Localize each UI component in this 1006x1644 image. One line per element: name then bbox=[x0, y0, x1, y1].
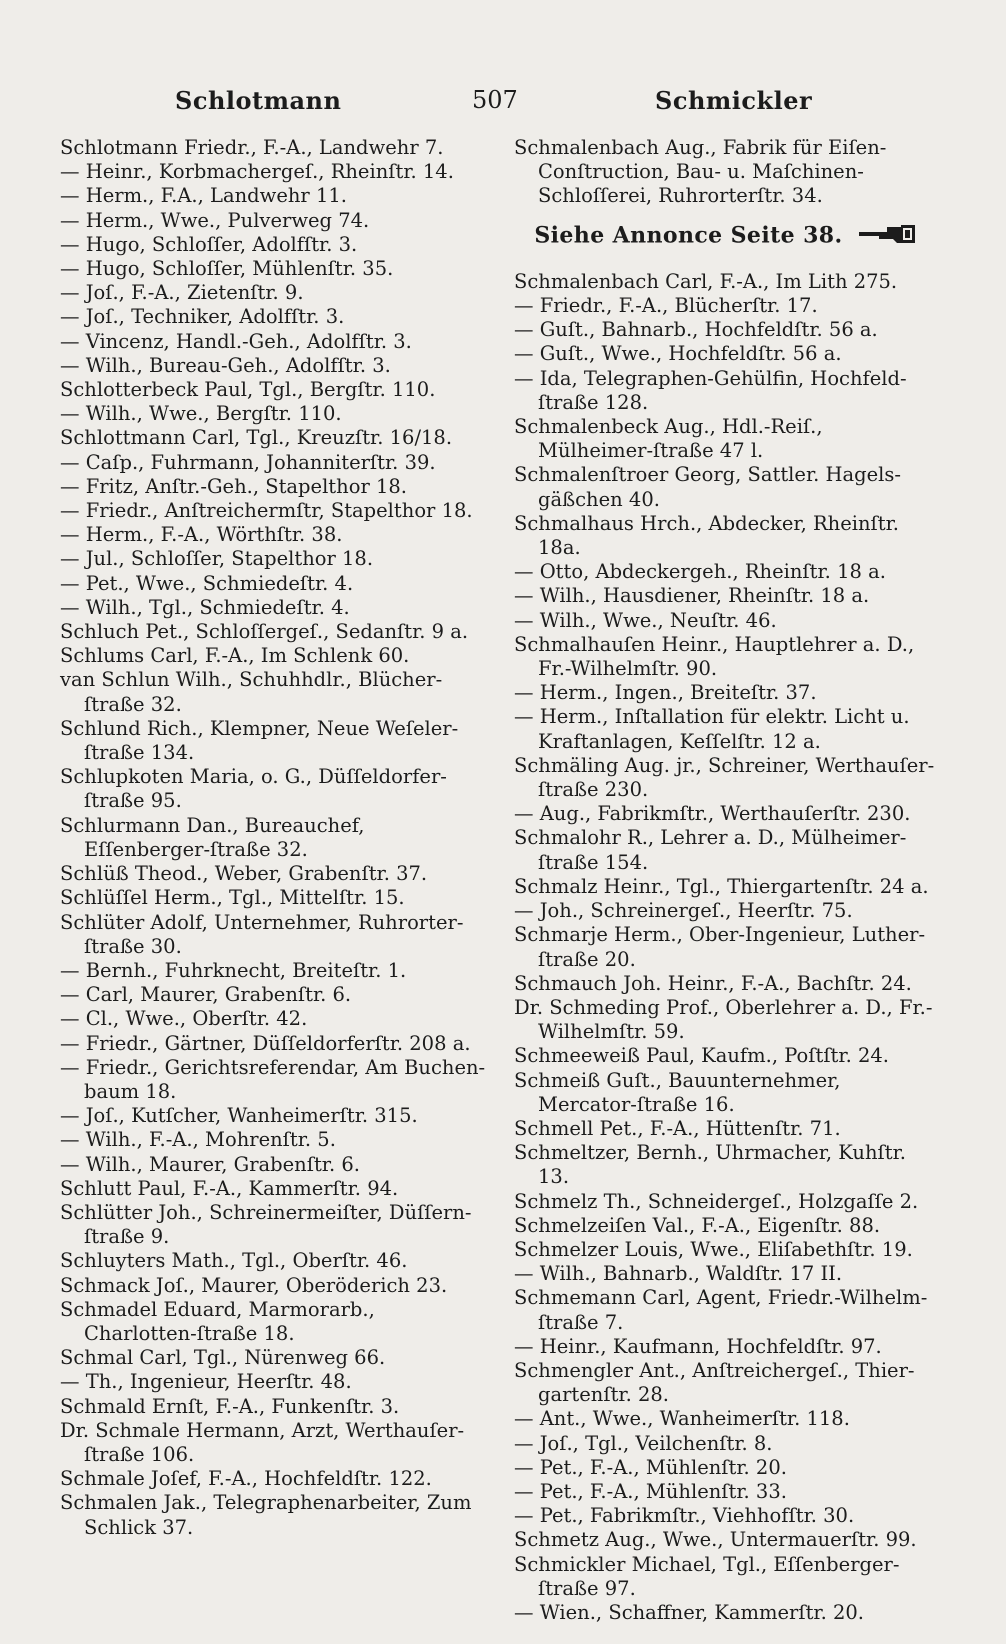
directory-entry: Schmadel Eduard, Marmorarb., Charlotten-ſtraße 18. bbox=[60, 1297, 375, 1345]
directory-entry: — Ida, Telegraphen-Gehülfin, Hochfeld-ſtraße 128. bbox=[514, 366, 907, 414]
directory-entry: Schlüß Theod., Weber, Grabenſtr. 37. bbox=[60, 862, 428, 886]
directory-entry: — Wilh., Wwe., Bergſtr. 110. bbox=[60, 402, 342, 426]
directory-entry: Schluch Pet., Schloſſergeſ., Sedanſtr. 9 a. bbox=[60, 620, 469, 644]
directory-entry: — Carl, Maurer, Grabenſtr. 6. bbox=[60, 983, 352, 1007]
directory-entry: — Wien., Schaffner, Kammerſtr. 20. bbox=[514, 1600, 865, 1624]
right-column bbox=[514, 136, 939, 1625]
directory-entry: Schmack Joſ., Maurer, Oberöderich 23. bbox=[60, 1273, 448, 1297]
directory-entry: — Vincenz, Handl.-Geh., Adolfſtr. 3. bbox=[60, 329, 412, 353]
directory-entry: Schluyters Math., Tgl., Oberſtr. 46. bbox=[60, 1249, 408, 1273]
directory-entry: Schlurmann Dan., Bureauchef, Eſſenberger-ſtraße 32. bbox=[60, 813, 365, 861]
directory-entry: — Guſt., Wwe., Hochfeldſtr. 56 a. bbox=[514, 342, 842, 366]
directory-entry: — Wilh., Maurer, Grabenſtr. 6. bbox=[60, 1152, 360, 1176]
directory-entry: Schlums Carl, F.-A., Im Schlenk 60. bbox=[60, 644, 410, 668]
directory-entry: — Hugo, Schloſſer, Adolfſtr. 3. bbox=[60, 232, 358, 256]
directory-entry: Schlüſſel Herm., Tgl., Mittelſtr. 15. bbox=[60, 886, 405, 910]
directory-entry: Dr. Schmeding Prof., Oberlehrer a. D., Fr.-Wilhelmſtr. 59. bbox=[514, 995, 933, 1044]
directory-entry: — Th., Ingenieur, Heerſtr. 48. bbox=[60, 1370, 352, 1394]
directory-entry: Schmickler Michael, Tgl., Eſſenberger-ſtraße 97. bbox=[514, 1552, 900, 1600]
directory-entry: Dr. Schmale Hermann, Arzt, Werthauſer-ſtraße 106. bbox=[60, 1418, 465, 1466]
notice-banner bbox=[514, 223, 939, 250]
directory-entry: Schlüter Adolf, Unternehmer, Ruhrorter-ſtraße 30. bbox=[60, 910, 464, 958]
directory-entry: — Friedr., F.-A., Blücherſtr. 17. bbox=[514, 294, 818, 318]
directory-entry: — Hugo, Schloſſer, Mühlenſtr. 35. bbox=[60, 257, 394, 281]
directory-entry: — Friedr., Anſtreichermſtr, Stapelthor 18. bbox=[60, 499, 473, 523]
directory-entry: Schmalz Heinr., Tgl., Thiergartenſtr. 24 a. bbox=[514, 874, 929, 898]
directory-entry: — Cl., Wwe., Oberſtr. 42. bbox=[60, 1007, 308, 1031]
directory-entry: — Heinr., Korbmachergeſ., Rheinſtr. 14. bbox=[60, 160, 454, 184]
directory-entry: — Pet., F.-A., Mühlenſtr. 33. bbox=[514, 1479, 787, 1503]
directory-entry: Schlund Rich., Klempner, Neue Weſeler-ſtraße 134. bbox=[60, 716, 459, 765]
directory-entry: Schmell Pet., F.-A., Hüttenſtr. 71. bbox=[514, 1116, 841, 1140]
directory-entry: — Otto, Abdeckergeh., Rheinſtr. 18 a. bbox=[514, 560, 886, 584]
notice-text: Siehe Annonce Seite 38. bbox=[534, 222, 843, 249]
directory-entry: Schmalhaus Hrch., Abdecker, Rheinſtr. 18a. bbox=[514, 511, 899, 560]
directory-entry: Schmalen Jak., Telegraphenarbeiter, Zum Schlick 37. bbox=[60, 1491, 472, 1539]
directory-entry: Schmalhauſen Heinr., Hauptlehrer a. D., Fr.-Wilhelmſtr. 90. bbox=[514, 632, 915, 681]
directory-entry: Schmemann Carl, Agent, Friedr.-Wilhelm-ſtraße 7. bbox=[514, 1286, 928, 1334]
directory-entry: — Jul., Schloſſer, Stapelthor 18. bbox=[60, 547, 374, 571]
directory-entry: Schmeiß Guſt., Bauunternehmer, Mercator-ſtraße 16. bbox=[514, 1068, 841, 1116]
header-left-catchword: Schlotmann bbox=[175, 86, 342, 115]
directory-entry: Schmal Carl, Tgl., Nürenweg 66. bbox=[60, 1346, 386, 1370]
directory-entry: Schmengler Ant., Anſtreichergeſ., Thier-gartenſtr. 28. bbox=[514, 1358, 915, 1407]
directory-entry: — Herm., Inſtallation für elektr. Licht u. Kraftanlagen, Keſſelſtr. 12 a. bbox=[514, 705, 910, 753]
left-column bbox=[60, 136, 490, 1540]
directory-entry: Schmeltzer, Bernh., Uhrmacher, Kuhſtr. 13. bbox=[514, 1141, 906, 1189]
page-header bbox=[0, 86, 1006, 126]
directory-entry: Schmarje Herm., Ober-Ingenieur, Luther-ſtraße 20. bbox=[514, 923, 926, 971]
directory-entry: Schmale Joſef, F.-A., Hochfeldſtr. 122. bbox=[60, 1467, 432, 1491]
directory-entry: — Wilh., Wwe., Neuſtr. 46. bbox=[514, 608, 777, 632]
directory-entry: — Caſp., Fuhrmann, Johanniterſtr. 39. bbox=[60, 450, 436, 474]
pointing-hand-icon bbox=[857, 223, 919, 250]
directory-entry: — Herm., Ingen., Breiteſtr. 37. bbox=[514, 681, 817, 705]
directory-entry: Schmelzer Louis, Wwe., Eliſabethſtr. 19. bbox=[514, 1237, 913, 1261]
directory-entry: Schlotterbeck Paul, Tgl., Bergſtr. 110. bbox=[60, 378, 436, 402]
directory-entry: — Pet., F.-A., Mühlenſtr. 20. bbox=[514, 1455, 787, 1479]
directory-entry: — Wilh., Bahnarb., Waldſtr. 17 II. bbox=[514, 1262, 843, 1286]
directory-entry: Schlutt Paul, F.-A., Kammerſtr. 94. bbox=[60, 1176, 399, 1200]
directory-entry: van Schlun Wilh., Schuhhdlr., Blücher-ſtraße 32. bbox=[60, 668, 443, 716]
directory-entry: — Wilh., F.-A., Mohrenſtr. 5. bbox=[60, 1128, 336, 1152]
directory-entry: — Joſ., F.-A., Zietenſtr. 9. bbox=[60, 281, 304, 305]
directory-entry: — Ant., Wwe., Wanheimerſtr. 118. bbox=[514, 1407, 850, 1431]
directory-entry: — Herm., F.A., Landwehr 11. bbox=[60, 184, 347, 208]
directory-entry: — Herm., Wwe., Pulverweg 74. bbox=[60, 208, 370, 232]
directory-entry: Schmelzeiſen Val., F.-A., Eigenſtr. 88. bbox=[514, 1213, 881, 1237]
directory-entry: — Wilh., Hausdiener, Rheinſtr. 18 a. bbox=[514, 584, 870, 608]
directory-entry: — Joſ., Techniker, Adolfſtr. 3. bbox=[60, 305, 345, 329]
directory-entry: Schmalenſtroer Georg, Sattler. Hagels-gäßchen 40. bbox=[514, 463, 902, 511]
directory-entry: Schmetz Aug., Wwe., Untermauerſtr. 99. bbox=[514, 1528, 917, 1552]
directory-entry: Schmald Ernſt, F.-A., Funkenſtr. 3. bbox=[60, 1394, 400, 1418]
directory-entry: — Bernh., Fuhrknecht, Breiteſtr. 1. bbox=[60, 958, 407, 982]
directory-entry: — Herm., F.-A., Wörthſtr. 38. bbox=[60, 523, 343, 547]
directory-entry: — Joſ., Tgl., Veilchenſtr. 8. bbox=[514, 1431, 773, 1455]
directory-entry: — Joſ., Kutſcher, Wanheimerſtr. 315. bbox=[60, 1104, 418, 1128]
directory-entry: Schlotmann Friedr., F.-A., Landwehr 7. bbox=[60, 136, 444, 159]
page-number: 507 bbox=[472, 86, 518, 114]
directory-entry: Schmelz Th., Schneidergeſ., Holzgaſſe 2. bbox=[514, 1189, 919, 1213]
directory-entry: Schmalenbach Carl, F.-A., Im Lith 275. bbox=[514, 269, 898, 293]
directory-entry: Schmäling Aug. jr., Schreiner, Werthauſer-ſtraße 230. bbox=[514, 753, 935, 802]
directory-entry: — Guſt., Bahnarb., Hochfeldſtr. 56 a. bbox=[514, 318, 878, 342]
directory-entry: — Friedr., Gärtner, Düſſeldorferſtr. 208 a. bbox=[60, 1031, 471, 1055]
directory-entry: Schmalenbach Aug., Fabrik für Eiſen-Conſtruction, Bau- u. Maſchinen-Schloſſerei, Ruhrorterſtr. 34. bbox=[514, 136, 887, 208]
directory-entry: — Pet., Fabrikmſtr., Viehhofſtr. 30. bbox=[514, 1504, 855, 1528]
directory-entry: Schmalenbeck Aug., Hdl.-Reiſ., Mülheimer-ſtraße 47 l. bbox=[514, 415, 823, 463]
directory-entry: — Fritz, Anſtr.-Geh., Stapelthor 18. bbox=[60, 474, 407, 498]
directory-entry: — Wilh., Bureau-Geh., Adolfſtr. 3. bbox=[60, 353, 391, 377]
directory-entry: Schmauch Joh. Heinr., F.-A., Bachſtr. 24. bbox=[514, 971, 912, 995]
directory-entry: — Aug., Fabrikmſtr., Werthauſerſtr. 230. bbox=[514, 802, 911, 826]
directory-entry: Schlütter Joh., Schreinermeiſter, Düſſern-ſtraße 9. bbox=[60, 1200, 472, 1249]
directory-entry: — Heinr., Kaufmann, Hochfeldſtr. 97. bbox=[514, 1334, 882, 1358]
directory-entry: — Friedr., Gerichtsreferendar, Am Buchen-baum 18. bbox=[60, 1055, 486, 1103]
header-right-catchword: Schmickler bbox=[655, 86, 813, 115]
directory-entry: Schmalohr R., Lehrer a. D., Mülheimer-ſtraße 154. bbox=[514, 826, 907, 874]
directory-entry: — Pet., Wwe., Schmiedeſtr. 4. bbox=[60, 571, 354, 595]
directory-entry: — Joh., Schreinergeſ., Heerſtr. 75. bbox=[514, 899, 853, 923]
directory-entry: — Wilh., Tgl., Schmiedeſtr. 4. bbox=[60, 595, 350, 619]
directory-entry: Schlottmann Carl, Tgl., Kreuzſtr. 16/18. bbox=[60, 426, 453, 450]
directory-entry: Schlupkoten Maria, o. G., Düſſeldorfer-ſtraße 95. bbox=[60, 765, 447, 813]
directory-entry: Schmeeweiß Paul, Kaufm., Poſtſtr. 24. bbox=[514, 1044, 889, 1068]
